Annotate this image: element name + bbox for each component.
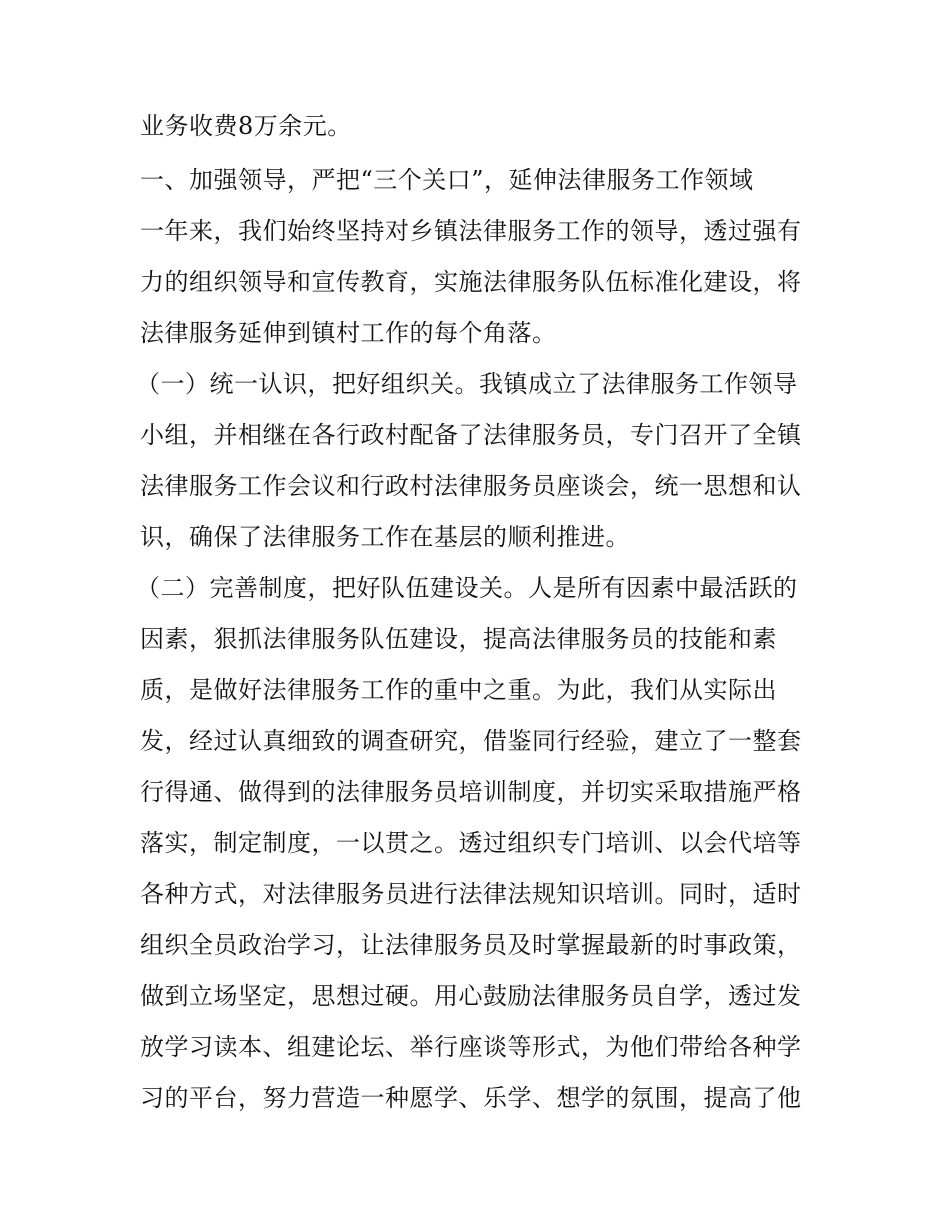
text-line-5: 法律服务延伸到镇村工作的每个角落。 bbox=[140, 319, 557, 347]
text-line-12: 质，是做好法律服务工作的重中之重。为此，我们从实际出 bbox=[140, 676, 777, 704]
text-line-8: 法律服务工作会议和行政村法律服务员座谈会，统一思想和认 bbox=[140, 472, 802, 500]
text-line-4: 力的组织领导和宣传教育，实施法律服务队伍标准化建设，将 bbox=[140, 268, 802, 296]
section-heading: 一、加强领导，严把“三个关口”，延伸法律服务工作领域 bbox=[140, 166, 754, 194]
subsection-heading-2: （二）完善制度，把好队伍建设关。人是所有因素中最活跃的 bbox=[136, 574, 798, 602]
text-line-14: 行得通、做得到的法律服务员培训制度，并切实采取措施严格 bbox=[140, 778, 802, 806]
text-line-13: 发，经过认真细致的调查研究，借鉴同行经验，建立了一整套 bbox=[140, 727, 802, 755]
text-line-3: 一年来，我们始终坚持对乡镇法律服务工作的领导，透过强有 bbox=[140, 217, 802, 245]
subsection-heading-1: （一）统一认识，把好组织关。我镇成立了法律服务工作领导 bbox=[136, 370, 798, 398]
text-line-19: 放学习读本、组建论坛、举行座谈等形式，为他们带给各种学 bbox=[140, 1033, 802, 1061]
text-line-16: 各种方式，对法律服务员进行法律法规知识培训。同时，适时 bbox=[140, 880, 802, 908]
text-line-9: 识，确保了法律服务工作在基层的顺利推进。 bbox=[140, 523, 630, 551]
text-line-15: 落实，制定制度，一以贯之。透过组织专门培训、以会代培等 bbox=[140, 829, 802, 857]
text-line-11: 因素，狠抓法律服务队伍建设，提高法律服务员的技能和素 bbox=[140, 625, 777, 653]
text-line-1: 业务收费8万余元。 bbox=[140, 112, 352, 140]
text-line-20: 习的平台，努力营造一种愿学、乐学、想学的氛围，提高了他 bbox=[140, 1084, 802, 1112]
text-line-17: 组织全员政治学习，让法律服务员及时掌握最新的时事政策， bbox=[140, 931, 802, 959]
text-line-18: 做到立场坚定，思想过硬。用心鼓励法律服务员自学，透过发 bbox=[140, 982, 802, 1010]
text-line-7: 小组，并相继在各行政村配备了法律服务员，专门召开了全镇 bbox=[140, 421, 802, 449]
